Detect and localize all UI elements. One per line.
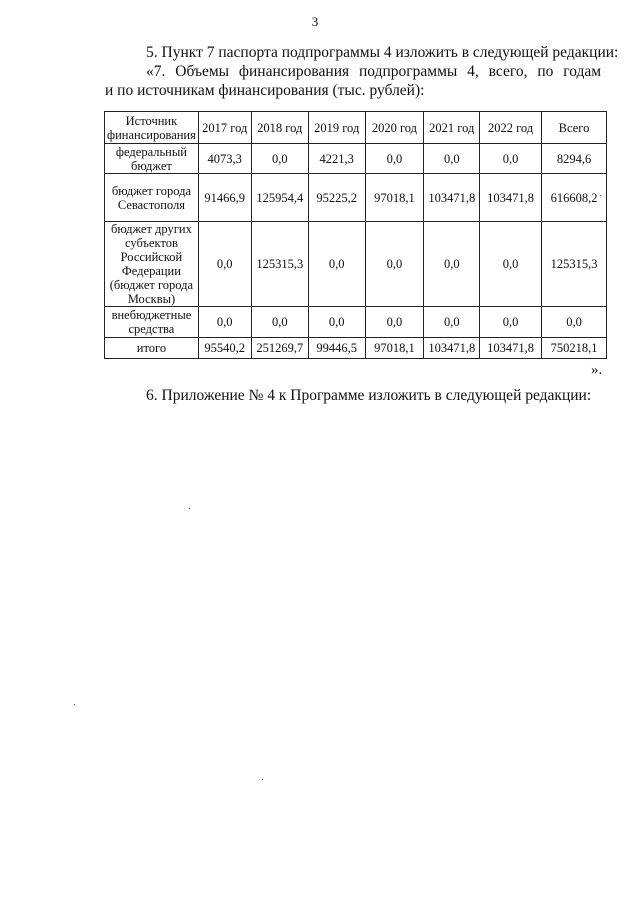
paragraph-item-6: 6. Приложение № 4 к Программе изложить в следующей редакции: [146,387,592,404]
quoted-item-7-line-1: «7. Объемы финансирования подпрограммы 4, всего, по годам [146,63,602,80]
table-total-row [105,338,607,359]
table-row [105,174,607,222]
table-cell: 0,0 [480,307,542,338]
row-source-label: бюджет города Севастополя [105,174,199,222]
table-cell: 0,0 [424,307,480,338]
table-cell: 97018,1 [365,174,424,222]
table-cell: 103471,8 [424,174,480,222]
row-source-label: итого [105,338,199,359]
table-cell: 103471,8 [480,338,542,359]
header-2018: 2018 год [251,112,308,144]
table-cell: 4221,3 [308,144,365,174]
table-cell: 0,0 [480,222,542,307]
table-cell: 0,0 [542,307,607,338]
header-2017: 2017 год [198,112,251,144]
table-cell: 125954,4 [251,174,308,222]
table-cell: 0,0 [308,222,365,307]
quoted-item-7-line-2: и по источникам финансирования (тыс. рублей): [105,82,425,99]
row-source-label: внебюджетные средства [105,307,199,338]
header-2021: 2021 год [424,112,480,144]
table-cell: 95540,2 [198,338,251,359]
table-cell: 103471,8 [480,174,542,222]
table-row [105,307,607,338]
table-cell: 750218,1 [542,338,607,359]
table-cell: 0,0 [251,144,308,174]
header-total: Всего [542,112,607,144]
row-source-label: бюджет других субъектов Российской Федерации (бюджет города Москвы) [105,222,199,307]
scan-speck [600,195,601,196]
table-cell: 97018,1 [365,338,424,359]
table-cell: 0,0 [251,307,308,338]
paragraph-item-5: 5. Пункт 7 паспорта подпрограммы 4 изложить в следующей редакции: [146,44,619,61]
row-source-label: федеральный бюджет [105,144,199,174]
table-row [105,144,607,174]
table-cell: 0,0 [424,222,480,307]
page-number: 3 [311,14,319,29]
scan-speck [189,508,190,509]
table-cell: 0,0 [424,144,480,174]
table-cell: 91466,9 [198,174,251,222]
header-source: Источник финансирования [105,112,199,144]
scan-speck [262,779,263,780]
table-cell: 0,0 [198,307,251,338]
table-cell: 8294,6 [542,144,607,174]
table-header-row [105,112,607,144]
table-cell: 251269,7 [251,338,308,359]
table-cell: 99446,5 [308,338,365,359]
table-cell: 616608,2 [542,174,607,222]
table-cell: 125315,3 [251,222,308,307]
table-cell: 0,0 [308,307,365,338]
table-cell: 0,0 [365,222,424,307]
financing-table [104,111,607,359]
header-2022: 2022 год [480,112,542,144]
table-row [105,222,607,307]
table-cell: 0,0 [198,222,251,307]
header-2020: 2020 год [365,112,424,144]
table-cell: 125315,3 [542,222,607,307]
table-cell: 95225,2 [308,174,365,222]
table-cell: 0,0 [480,144,542,174]
table-cell: 103471,8 [424,338,480,359]
table-cell: 4073,3 [198,144,251,174]
table-cell: 0,0 [365,307,424,338]
header-2019: 2019 год [308,112,365,144]
table-cell: 0,0 [365,144,424,174]
scan-speck [74,704,75,705]
closing-quote: ». [591,362,603,378]
